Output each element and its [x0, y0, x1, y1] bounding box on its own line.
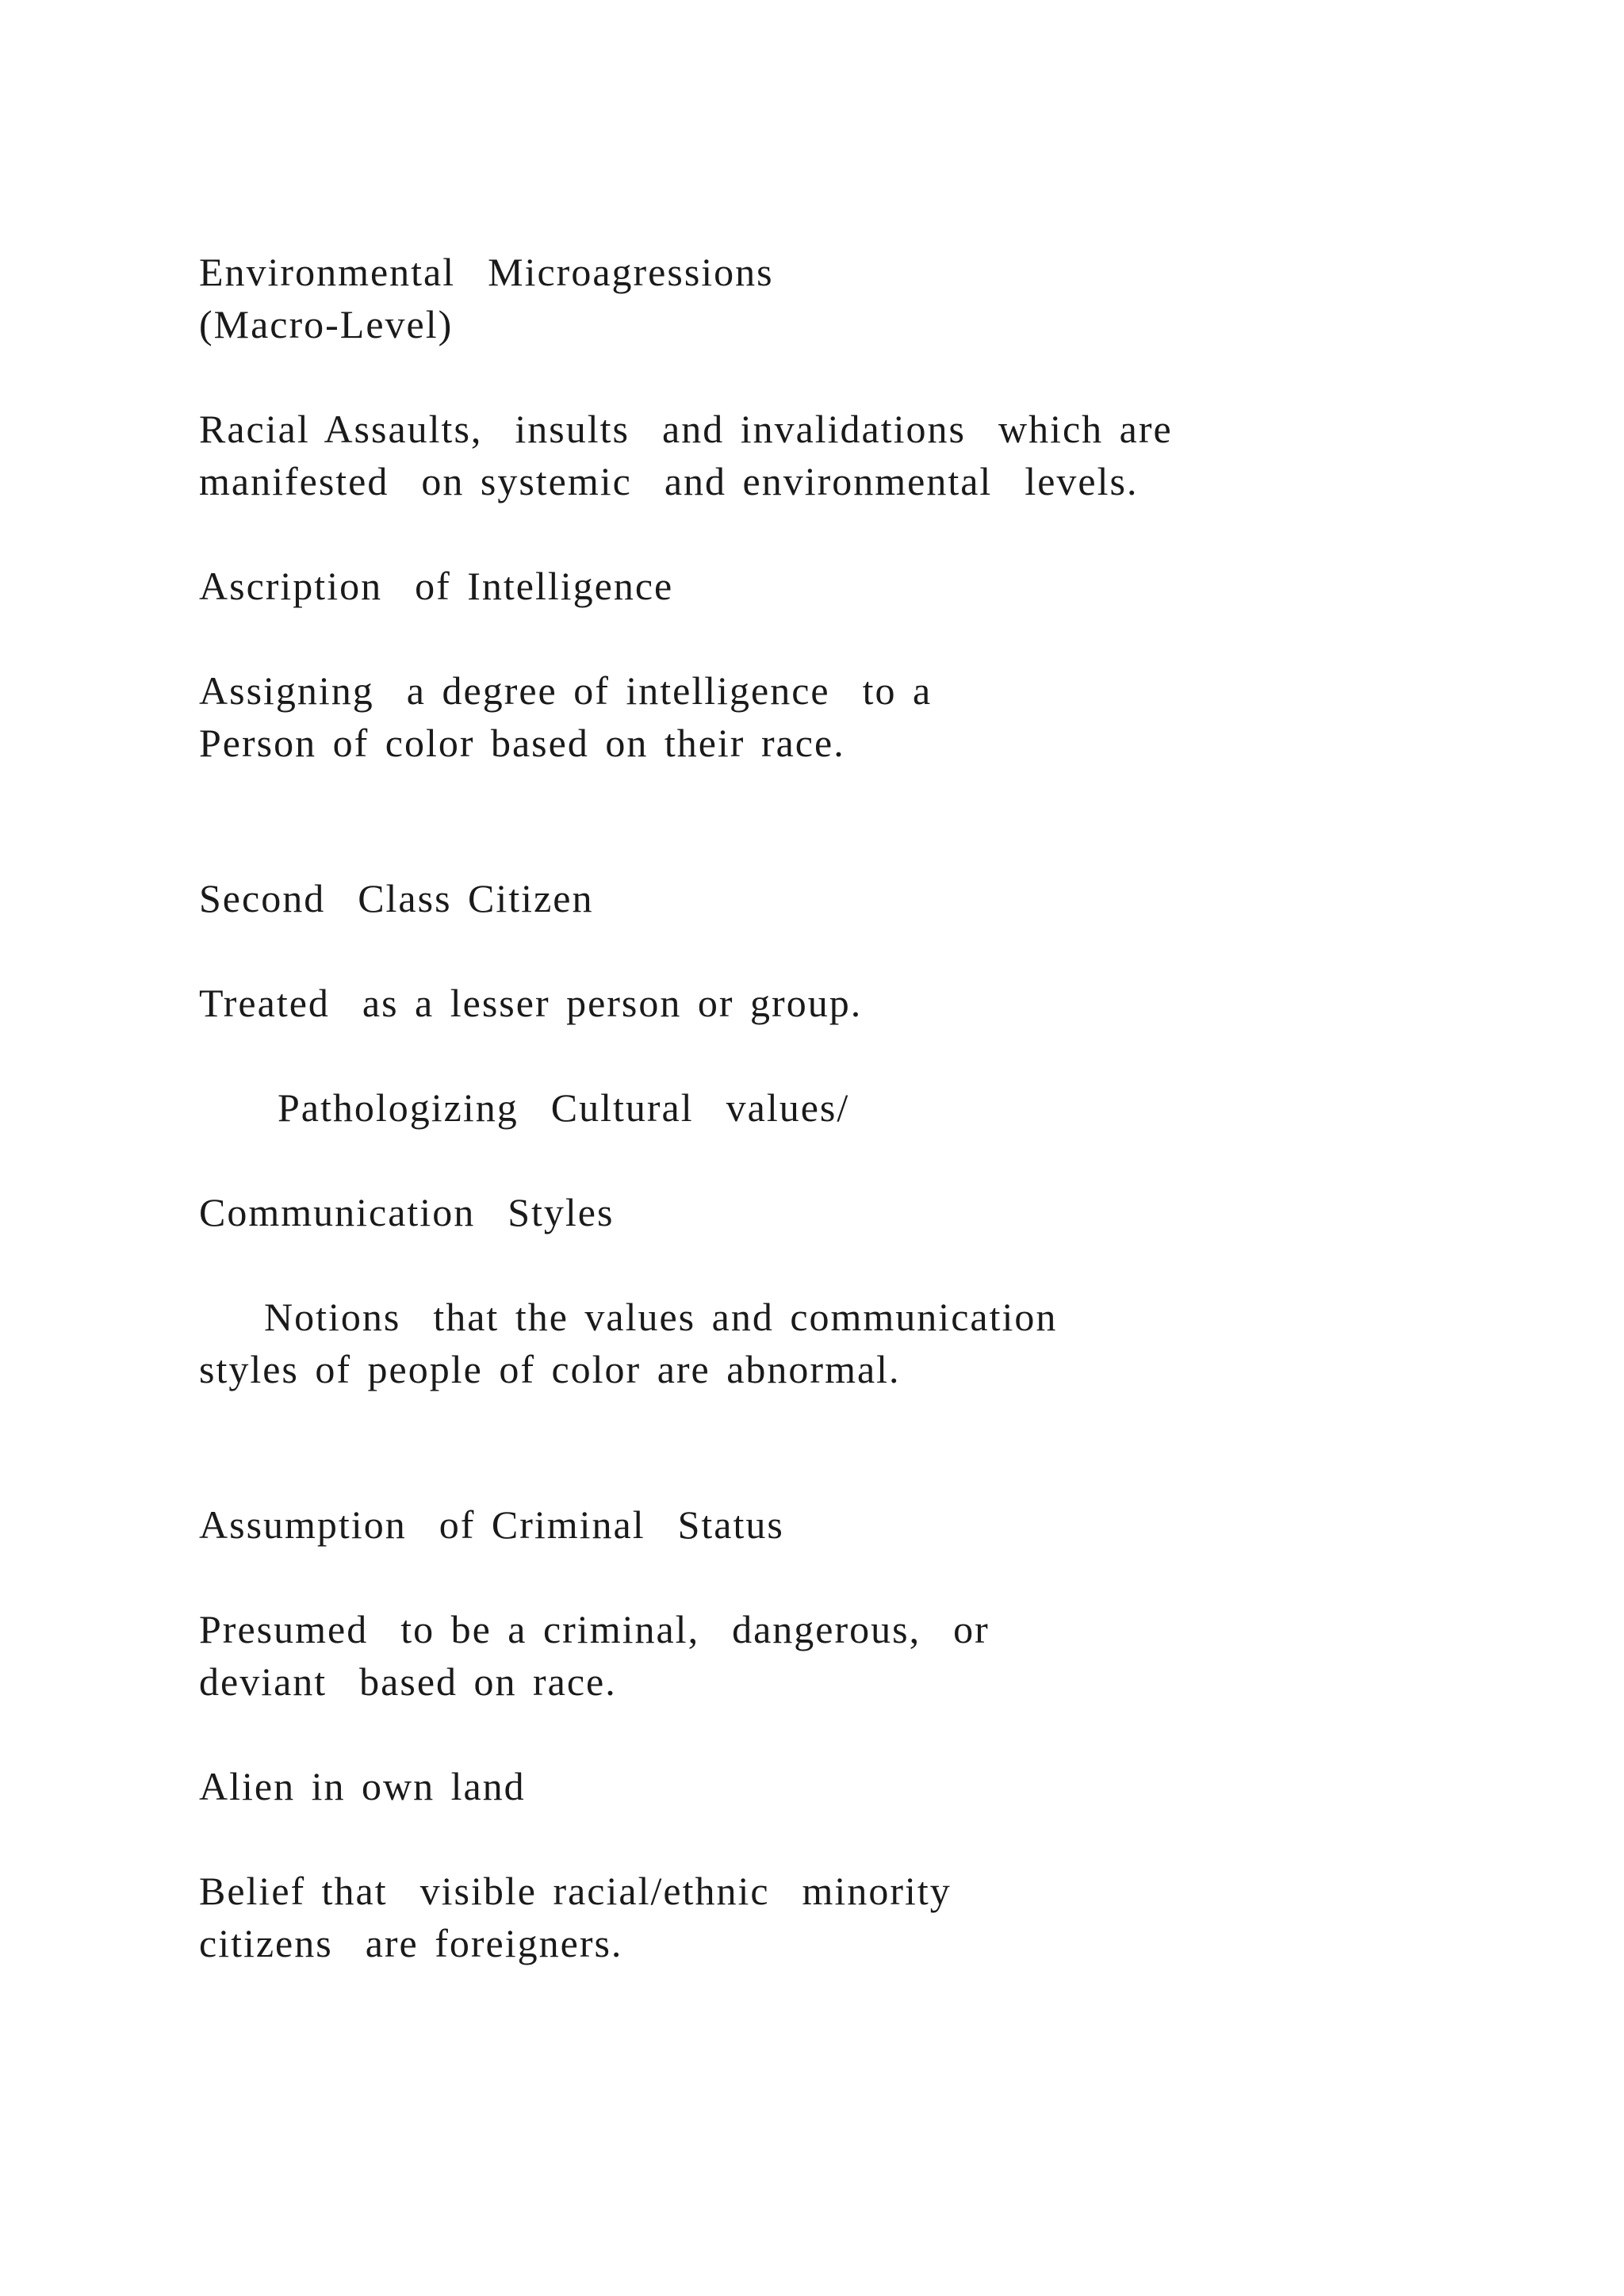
- definition-line-1: Notions that the values and communication: [264, 1295, 1058, 1339]
- heading-line-1: Environmental Microagressions: [199, 250, 774, 294]
- definition-line-1: Presumed to be a criminal, dangerous, or: [199, 1607, 990, 1651]
- term-second-class-citizen: Second Class Citizen: [199, 876, 594, 920]
- definition-line-1: Treated as a lesser person or group.: [199, 981, 863, 1025]
- definition-line-2: Person of color based on their race.: [199, 721, 845, 765]
- term-ascription-of-intelligence: Ascription of Intelligence: [199, 564, 674, 608]
- intro-line-1: Racial Assaults, insults and invalidations which are: [199, 407, 1173, 451]
- term-assumption-of-criminal-status: Assumption of Criminal Status: [199, 1502, 784, 1547]
- definition-line-1: Belief that visible racial/ethnic minority: [199, 1869, 952, 1913]
- intro-line-2: manifested on systemic and environmental levels.: [199, 459, 1139, 503]
- definition-line-2: styles of people of color are abnormal.: [199, 1347, 901, 1391]
- term-pathologizing-line-1: Pathologizing Cultural values/: [278, 1085, 850, 1130]
- definition-line-2: deviant based on race.: [199, 1659, 617, 1704]
- definition-line-1: Assigning a degree of intelligence to a: [199, 668, 933, 713]
- term-alien-in-own-land: Alien in own land: [199, 1764, 526, 1808]
- heading-line-2: (Macro-Level): [199, 302, 454, 346]
- term-pathologizing-line-2: Communication Styles: [199, 1190, 615, 1234]
- definition-line-2: citizens are foreigners.: [199, 1921, 623, 1965]
